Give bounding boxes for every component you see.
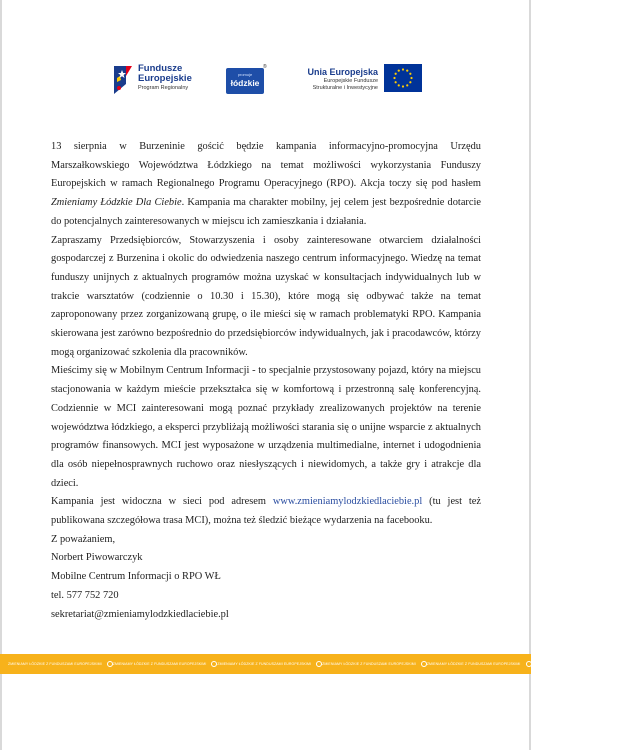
footer-slogan-item: [217, 661, 322, 667]
p1-text-a: 13 sierpnia w Burzeninie gościć będzie kampania informacyjno-promocyjna Urzędu Marszałkowskiego Województwa Łódzkiego na temat możliwości wykorzystania Funduszy Europejskich w ramach Regionalnego Programu Operacyjnego (RPO). Akcja toczy się pod hasłem: [51, 141, 481, 190]
registered-mark: ®: [263, 64, 267, 70]
fundusze-europejskie-logo: [112, 62, 212, 100]
lodz-small-text: promuje: [237, 72, 253, 77]
footer-band: [0, 654, 625, 674]
logo-bar: [0, 60, 531, 104]
eu-star: [402, 68, 404, 70]
page-border-left: [0, 0, 2, 750]
eu-star: [402, 85, 404, 87]
eu-star: [406, 70, 408, 72]
ue-line2: Europejskie Fundusze: [323, 78, 378, 84]
footer-slogan-item: [113, 661, 218, 667]
paragraph-4: [51, 493, 481, 530]
eu-star: [395, 81, 397, 83]
footer-slogan-text: ZMIENIAMY ŁÓDZKIE Z FUNDUSZAMI EUROPEJSKIMI: [322, 662, 416, 666]
page-border-right: [529, 0, 531, 750]
fe-line2: Europejskie: [138, 73, 192, 84]
eu-star: [409, 81, 411, 83]
eu-star: [410, 77, 412, 79]
paragraph-1: [51, 138, 481, 232]
footer-slogans: [0, 654, 625, 674]
fe-star-icon: [112, 64, 134, 96]
footer-slogan-item: [532, 662, 625, 666]
eu-star: [398, 84, 400, 86]
footer-slogan-text: ZMIENIAMY ŁÓDZKIE Z FUNDUSZAMI EUROPEJSKIMI: [426, 662, 521, 666]
eu-star: [393, 77, 395, 79]
eu-star: [398, 70, 400, 72]
ue-line1: Unia Europejska: [307, 67, 378, 77]
lodz-big-text: łódzkie: [230, 78, 260, 88]
p4-text-a: Kampania jest widoczna w sieci pod adresem: [51, 496, 273, 508]
eu-star: [409, 73, 411, 75]
eu-flag-icon: [384, 64, 422, 92]
signature-email: sekretariat@zmieniamylodzkiedlaciebie.pl: [51, 608, 229, 620]
ue-line3: Strukturalne i Inwestycyjne: [312, 85, 378, 91]
footer-slogan-item: [8, 661, 113, 667]
footer-slogan-text: ZMIENIAMY ŁÓDZKIE Z FUNDUSZAMI EUROPEJSKIMI: [531, 662, 625, 666]
fe-line1: Fundusze: [138, 63, 183, 74]
lodzkie-badge: [226, 68, 264, 94]
p1-slogan: Zmieniamy Łódzkie Dla Ciebie: [51, 197, 182, 209]
signature-name: Norbert Piwowarczyk: [51, 552, 143, 564]
eu-star: [406, 84, 408, 86]
footer-slogan-item: [427, 661, 532, 667]
signature-phone: tel. 577 752 720: [51, 589, 119, 601]
footer-slogan-text: ZMIENIAMY ŁÓDZKIE Z FUNDUSZAMI EUROPEJSKIMI: [112, 662, 207, 666]
closing-line: Z poważaniem,: [51, 533, 116, 545]
promuje-lodzkie-logo: [222, 64, 268, 94]
paragraph-3: Mieścimy się w Mobilnym Centrum Informacji - to specjalnie przystosowany pojazd, który na miejscu stacjonowania w każdym mieście przekształca się w komfortową i przestronną salę konferencyjną. Codziennie w MCI zainteresowani mogą poznać przykłady zrealizowanych projektów na terenie województwa łódzkiego, a eksperci przybliżają możliwości starania się o unijne wsparcie z aktualnych programów finansowych. MCI jest wyposażone w urządzenia multimedialne, internet i udogodnienia dla osób niepełnosprawnych ruchowo oraz niesłyszących i niewidomych, a także gry i atrakcje dla dzieci.: [51, 365, 481, 489]
footer-slogan-text: ZMIENIAMY ŁÓDZKIE Z FUNDUSZAMI EUROPEJSKIMI: [217, 662, 312, 666]
eu-star: [395, 73, 397, 75]
p4-text-b: (tu jest też publikowana szczegółowa trasa MCI), można też śledzić bieżące wydarzenia na facebooku.: [51, 496, 481, 527]
p1-text-b: . Kampania ma charakter mobilny, jej celem jest bezpośrednie dotarcie do potencjalnych zainteresowanych w miejscu ich zamieszkania i działania.: [51, 197, 481, 227]
footer-slogan-text: ZMIENIAMY ŁÓDZKIE Z FUNDUSZAMI EUROPEJSKIMI: [8, 662, 102, 666]
campaign-website-link[interactable]: www.zmieniamylodzkiedlaciebie.pl: [272, 496, 423, 508]
fe-line3: Program Regionalny: [138, 85, 189, 91]
signature-org: Mobilne Centrum Informacji o RPO WŁ: [51, 571, 221, 583]
paragraph-2: Zapraszamy Przedsiębiorców, Stowarzyszenia i osoby zainteresowane otwarciem działalności gospodarczej z Burzenina i okolic do odwiedzenia naszego centrum informacyjnego. Wiedzę na temat funduszy unijnych z aktualnych programów można uzyskać w konsultacjach indywidualnych lub w trakcie warsztatów (codziennie o 10.30 i 15.30), które mogą się odbywać także na temat zaproponowany przez zorganizowaną grupę, o ile mieści się w ramach problematyki RPO. Kampania skierowana jest zarówno bezpośrednio do przedsiębiorców indywidualnych, jak i pracodawców, którzy mogą organizować szkolenia dla pracowników.: [51, 234, 481, 358]
footer-slogan-item: [322, 661, 427, 667]
unia-europejska-logo: [296, 62, 426, 102]
letter-body: [51, 138, 481, 624]
